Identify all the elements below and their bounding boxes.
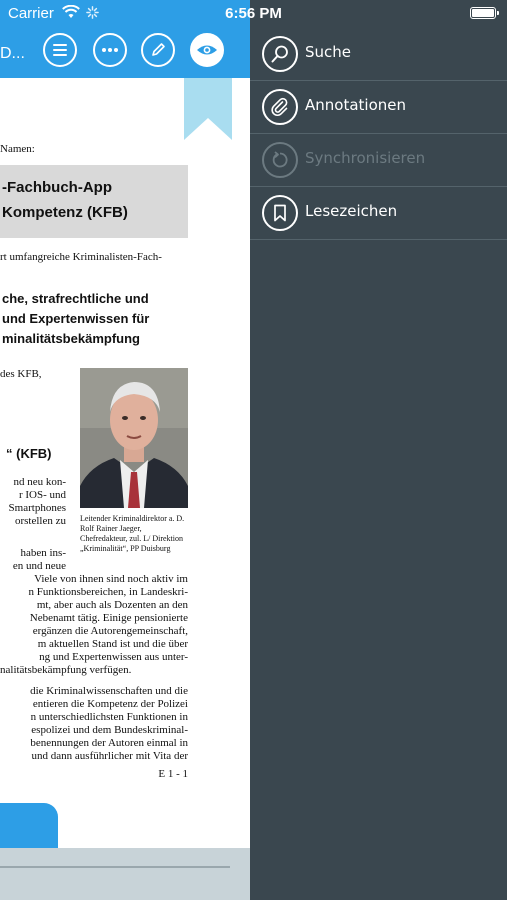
doc-heading-line: Kompetenz (KFB) (2, 204, 128, 221)
status-time: 6:56 PM (225, 5, 282, 22)
menu-item-annotations[interactable] (250, 81, 507, 134)
doc-text-line: entieren die Kompetenz der Polizei (32, 698, 188, 710)
doc-text-line: m aktuellen Stand ist und die über (37, 638, 188, 650)
doc-text-line: espolizei und dem Bundeskriminal- (31, 724, 188, 736)
status-bar (0, 0, 507, 28)
view-mode-button[interactable] (190, 33, 224, 67)
document-page[interactable] (0, 78, 250, 848)
menu-item-label: Synchronisieren (305, 149, 426, 167)
doc-text-line: nalitätsbekämpfung verfügen. (0, 664, 132, 676)
more-button[interactable] (93, 33, 127, 67)
battery-icon (470, 7, 496, 19)
doc-text-line: orstellen zu (14, 515, 66, 527)
doc-subheading-line: “ (KFB) (6, 446, 52, 461)
menu-item-sync[interactable] (250, 134, 507, 187)
search-icon (262, 36, 298, 72)
doc-text-line: und dann ausführlicher mit Vita der (31, 750, 188, 762)
doc-text-line: nd neu kon- (13, 476, 66, 488)
edit-button[interactable] (141, 33, 175, 67)
page-number: E 1 - 1 (158, 768, 188, 780)
doc-subheading-line: minalitätsbekämpfung (2, 331, 140, 346)
menu-item-label: Annotationen (305, 96, 406, 114)
doc-text-line: Namen: (0, 143, 35, 155)
doc-text-line: rt umfangreiche Kriminalisten-Fach- (0, 251, 162, 263)
menu-item-bookmarks[interactable] (250, 187, 507, 240)
doc-text-line: die Kriminalwissenschaften und die (30, 685, 188, 697)
doc-text-line: n Funktionsbereichen, in Landeskri- (28, 586, 188, 598)
doc-text-line: ng und Expertenwissen aus unter- (39, 651, 188, 663)
page-bookmark-ribbon-icon[interactable] (184, 78, 232, 140)
doc-text-line: benennungen der Autoren einmal in (30, 737, 188, 749)
menu-item-label: Lesezeichen (305, 202, 398, 220)
doc-text-line: Viele von ihnen sind noch aktiv im (34, 573, 188, 585)
photo-caption-line: Leitender Kriminaldirektor a. D. (80, 514, 185, 523)
photo-caption-line: Rolf Rainer Jaeger, (80, 524, 142, 533)
doc-subheading-line: che, strafrechtliche und (2, 291, 149, 306)
doc-subheading-line: und Expertenwissen für (2, 311, 150, 326)
doc-text-line: ergänzen die Autorengemeinschaft, (32, 625, 188, 637)
sync-icon (262, 142, 298, 178)
doc-text-line: en und neue (12, 560, 66, 572)
document-title[interactable]: D... (0, 45, 25, 62)
doc-text-line: mt, aber auch als Dozenten an den (36, 599, 188, 611)
side-menu (250, 28, 507, 900)
menu-item-label: Suche (305, 43, 352, 61)
more-icon (101, 47, 119, 53)
page-navigation-bar (0, 848, 250, 900)
author-portrait (80, 368, 188, 508)
photo-caption-line: Chefredakteur, zul. L/ Direktion (80, 534, 183, 543)
carrier-label: Carrier (8, 5, 54, 22)
list-icon (52, 43, 68, 57)
menu-button[interactable] (43, 33, 77, 67)
bookmark-icon (262, 195, 298, 231)
doc-text-line: des KFB, (0, 368, 42, 380)
reader-toolbar (0, 28, 250, 78)
pencil-icon (150, 42, 166, 58)
eye-icon (196, 43, 218, 57)
doc-text-line: r IOS- und (18, 489, 66, 501)
page-slider-track[interactable] (0, 866, 230, 868)
page-tab-button[interactable] (0, 803, 58, 849)
doc-text-line: n unterschiedlichsten Funktionen in (30, 711, 188, 723)
doc-text-line: haben ins- (20, 547, 66, 559)
photo-caption-line: „Kriminalität“, PP Duisburg (80, 544, 171, 553)
portrait-illustration (80, 368, 188, 508)
doc-heading-line: -Fachbuch-App (2, 179, 112, 196)
doc-text-line: Nebenamt tätig. Einige pensionierte (29, 612, 188, 624)
doc-text-line: Smartphones (8, 502, 66, 514)
paperclip-icon (262, 89, 298, 125)
menu-item-search[interactable] (250, 28, 507, 81)
